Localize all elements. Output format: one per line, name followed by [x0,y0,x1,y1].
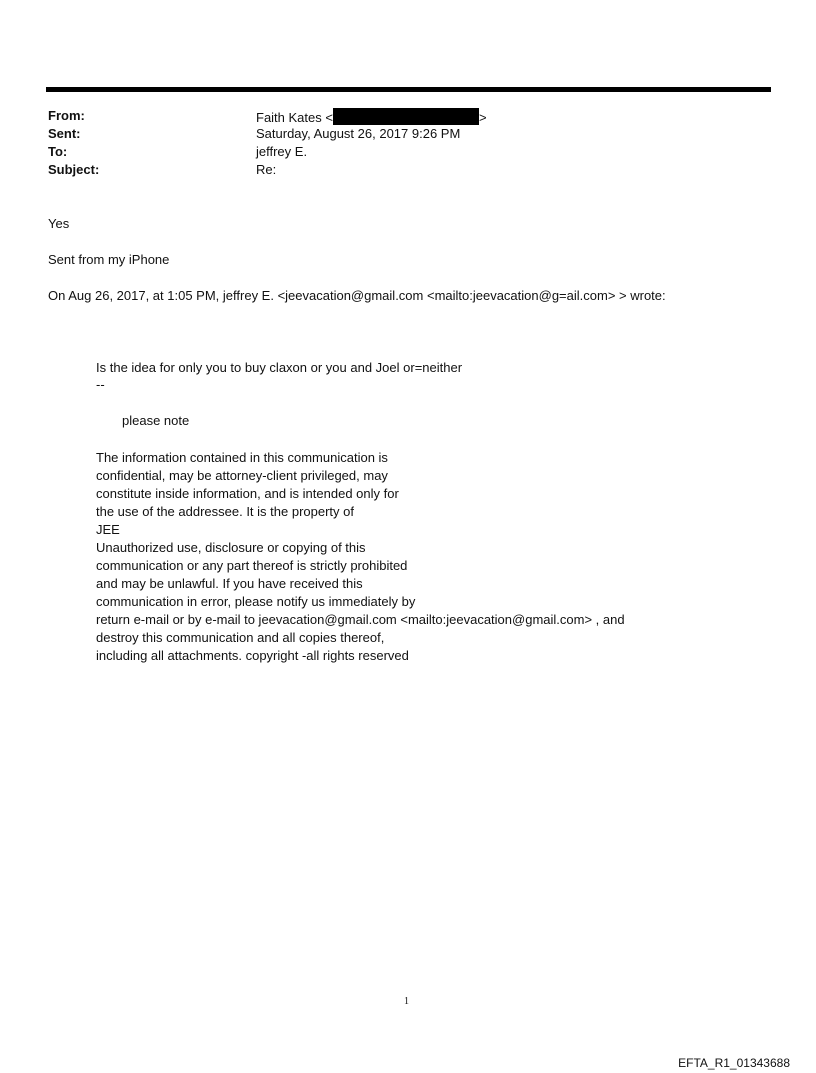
disclaimer-line: Unauthorized use, disclosure or copying of this [96,540,366,555]
disclaimer-line: the use of the addressee. It is the property of [96,504,354,519]
disclaimer-block [96,449,625,665]
sent-label: Sent: [48,126,81,141]
from-name: Faith Kates < [256,110,333,125]
from-value [256,108,487,126]
signature-text: Sent from my iPhone [48,252,170,267]
reply-text: Yes [48,216,70,231]
please-note: please note [122,413,190,428]
from-close: > [478,110,487,125]
quote-intro: On Aug 26, 2017, at 1:05 PM, jeffrey E. <jeevacation@gmail.com <mailto:jeevacation@g=ail.com> > wrote: [48,288,666,303]
to-value: jeffrey E. [256,144,308,159]
page-number: 1 [404,996,409,1007]
disclaimer-line: return e-mail or by e-mail to jeevacation@gmail.com <mailto:jeevacation@gmail.com> , and [96,612,625,627]
quoted-separator: -- [96,377,105,392]
redaction-block [333,108,479,125]
disclaimer-line: communication or any part thereof is strictly prohibited [96,558,408,573]
document-id: EFTA_R1_01343688 [678,1056,790,1070]
disclaimer-line: communication in error, please notify us immediately by [96,594,416,609]
to-label: To: [48,144,68,159]
disclaimer-line: confidential, may be attorney-client privileged, may [96,468,388,483]
subject-label: Subject: [48,162,100,177]
from-label: From: [48,108,85,123]
disclaimer-line: and may be unlawful. If you have received this [96,576,363,591]
quoted-question: Is the idea for only you to buy claxon or you and Joel or=neither [96,360,463,375]
subject-value: Re: [256,162,277,177]
header-divider [46,87,771,92]
disclaimer-line: destroy this communication and all copies thereof, [96,630,385,645]
sent-value: Saturday, August 26, 2017 9:26 PM [256,126,461,141]
disclaimer-line: The information contained in this communication is [96,450,388,465]
disclaimer-line: JEE [96,522,120,537]
disclaimer-line: constitute inside information, and is intended only for [96,486,399,501]
disclaimer-line: including all attachments. copyright -all rights reserved [96,648,409,663]
